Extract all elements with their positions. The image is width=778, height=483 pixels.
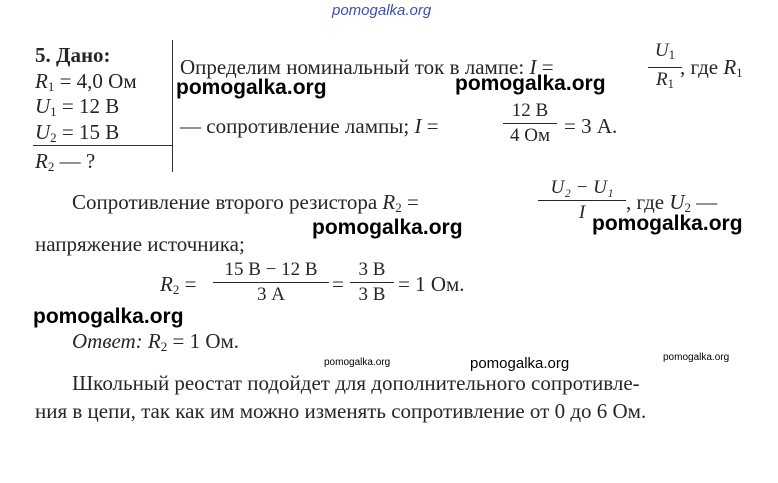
r2-symbol: R bbox=[35, 149, 48, 173]
line1-equals: = bbox=[541, 55, 554, 79]
answer-label: Ответ: bbox=[72, 329, 143, 353]
line1-frac-den-symbol: R bbox=[655, 69, 668, 90]
line1-fraction bbox=[648, 40, 682, 95]
u1-subscript: 1 bbox=[50, 104, 57, 119]
conclusion-line-2: ния в цепи, так как им можно изменять сопротивление от 0 до 6 Ом. bbox=[35, 399, 647, 423]
u1-symbol: U bbox=[35, 94, 51, 118]
answer-line bbox=[72, 329, 239, 359]
line3-voltage-symbol: U bbox=[669, 190, 685, 214]
answer-value: = 1 Ом. bbox=[167, 329, 240, 353]
given-divider-horizontal bbox=[33, 145, 173, 146]
given-divider-vertical bbox=[172, 40, 173, 172]
r1-symbol: R bbox=[35, 69, 48, 93]
u2-symbol: U bbox=[35, 120, 51, 144]
u2-value: = 15 В bbox=[56, 120, 120, 144]
formula-equals-2: = bbox=[332, 272, 344, 296]
u2-subscript: 2 bbox=[50, 130, 57, 145]
line1-text: Определим номинальный ток в лампе: bbox=[180, 55, 530, 79]
watermark-small-right[interactable]: pomogalka.org bbox=[663, 352, 730, 363]
formula-fraction-1 bbox=[213, 259, 329, 306]
line1-resistance-symbol: R bbox=[723, 55, 737, 79]
line3-dash: — bbox=[691, 190, 718, 214]
formula-frac1-num: 15 В − 12 В bbox=[224, 259, 318, 280]
line1-fraction-bar bbox=[648, 67, 682, 68]
line2-frac-den: 4 Ом bbox=[510, 125, 550, 146]
solution-line-4: напряжение источника; bbox=[35, 232, 245, 256]
line3-resistance-symbol: R bbox=[382, 190, 396, 214]
given-r2-unknown bbox=[35, 149, 95, 179]
formula-equals-1: = bbox=[184, 272, 197, 296]
line2-fraction bbox=[503, 100, 557, 147]
r2-value: — ? bbox=[54, 149, 96, 173]
line1-frac-den-subscript: 1 bbox=[667, 76, 675, 91]
r1-value: = 4,0 Ом bbox=[54, 69, 137, 93]
line2-equals: = bbox=[426, 114, 439, 138]
line2-frac-num: 12 В bbox=[511, 100, 549, 121]
formula-fraction-1-bar bbox=[213, 282, 329, 283]
conclusion-line-1: Школьный реостат подойдет для дополнительного сопротивле- bbox=[72, 371, 640, 395]
problem-number-given: 5. Дано: bbox=[35, 43, 111, 67]
watermark-left-mid[interactable]: pomogalka.org bbox=[33, 305, 184, 328]
formula-fraction-2-bar bbox=[350, 282, 394, 283]
watermark-line3-center[interactable]: pomogalka.org bbox=[312, 216, 463, 239]
line1-current-symbol: I bbox=[529, 55, 537, 79]
u1-value: = 12 В bbox=[56, 94, 120, 118]
line1-tail bbox=[680, 55, 743, 85]
answer-resistance-symbol: R bbox=[147, 329, 161, 353]
line3-text: Сопротивление второго резистора bbox=[72, 190, 383, 214]
formula-frac1-den: 3 А bbox=[257, 284, 285, 305]
watermark-line1-right[interactable]: pomogalka.org bbox=[455, 72, 606, 95]
formula-frac2-den: 3 В bbox=[358, 284, 386, 305]
line1-frac-num-symbol: U bbox=[654, 40, 669, 61]
formula-resistance-symbol: R bbox=[160, 272, 173, 296]
line2-current-symbol: I bbox=[414, 114, 422, 138]
line2-result: = 3 А. bbox=[564, 114, 618, 138]
line1-resistance-subscript: 1 bbox=[736, 65, 743, 80]
line3-frac-num: U₂ − U₁ bbox=[550, 177, 614, 198]
formula-result: = 1 Ом. bbox=[398, 272, 465, 296]
watermark-small-left[interactable]: pomogalka.org bbox=[324, 357, 391, 368]
line1-after: , где bbox=[680, 55, 724, 79]
line3-fraction-bar bbox=[538, 200, 626, 201]
formula-lhs bbox=[160, 272, 196, 302]
line3-equals: = bbox=[406, 190, 419, 214]
line1-frac-num-subscript: 1 bbox=[668, 47, 676, 62]
line3-after: , где bbox=[626, 190, 670, 214]
line3-resistance-subscript: 2 bbox=[395, 200, 402, 215]
line2-text: — сопротивление лампы; bbox=[180, 114, 415, 138]
formula-frac2-num: 3 В bbox=[358, 259, 386, 280]
r2-subscript: 2 bbox=[47, 159, 55, 174]
formula-resistance-subscript: 2 bbox=[172, 282, 180, 297]
solution-line-2 bbox=[180, 114, 439, 138]
line3-voltage-subscript: 2 bbox=[684, 200, 691, 215]
answer-resistance-subscript: 2 bbox=[160, 339, 168, 354]
watermark-line1-left[interactable]: pomogalka.org bbox=[176, 76, 327, 99]
formula-fraction-2 bbox=[350, 259, 394, 306]
watermark-line3-right[interactable]: pomogalka.org bbox=[592, 212, 743, 235]
line2-fraction-bar bbox=[503, 123, 557, 124]
r1-subscript: 1 bbox=[47, 79, 55, 94]
watermark-medium-center[interactable]: pomogalka.org bbox=[470, 355, 570, 372]
watermark-top[interactable]: pomogalka.org bbox=[332, 2, 432, 19]
line3-frac-den: I bbox=[578, 202, 586, 223]
